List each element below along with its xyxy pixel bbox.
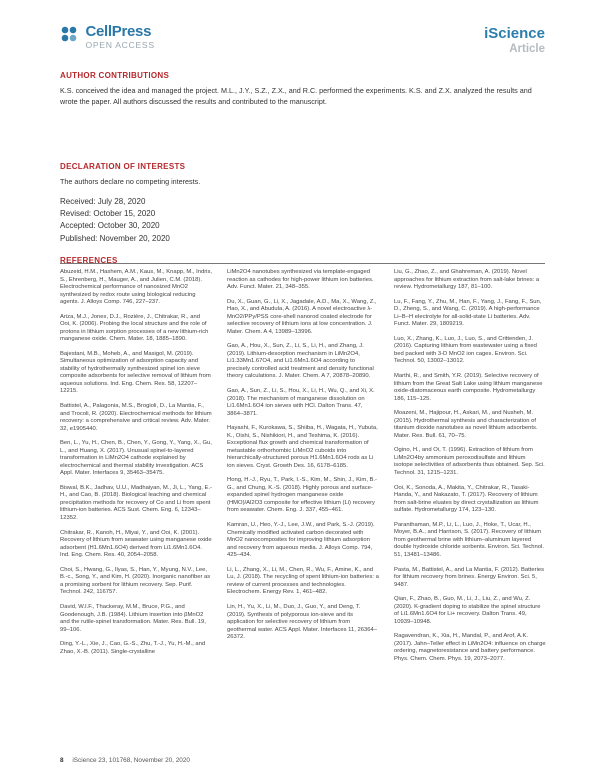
reference-entry[interactable]: Gao, A., Hou, X., Sun, Z., Li, S., Li, H., and Zhang, J. (2019). Lithium-desorption mechanism in LiMn2O4, Li1.33Mn1.67O4, and Li1.6Mn1.6O4 according to precisely controlled acid treatment and density functional theory calculations. J. Mater. Chem. A 7, 20878–20890.: [227, 343, 374, 380]
open-access-label: OPEN ACCESS: [85, 40, 155, 50]
reference-entry[interactable]: Gao, A., Sun, Z., Li, S., Hou, X., Li, H., Wu, Q., and Xi, X. (2018). The mechanism of manganese dissolution on Li1.6Mn1.6O4 ion sieves with HCl. Dalton Trans. 47, 3864–3871.: [227, 388, 375, 417]
revised-date: Revised: October 15, 2020: [60, 209, 156, 219]
reference-entry[interactable]: Ogino, H., and Oi, T. (1996). Extraction of lithium from LiMn2O4by ammonium peroxodisulfate and lithium isotope selectivities of adsorbents thus obtained. Sep. Sci. Technol. 31, 1215–1231.: [394, 447, 545, 476]
declaration-of-interests-section: [60, 162, 545, 188]
publisher-logo[interactable]: [60, 23, 155, 51]
reference-entry[interactable]: Abuzeid, H.M., Hashem, A.M., Kaus, M., Knapp, M., Indris, S., Ehrenberg, H., Mauger, A., and Julien, C.M. (2018). Electrochemical performance of nanosized MnO2 synthesized by redox route using biological reducing agents. J. Alloys Comp. 746, 227–237.: [60, 269, 212, 305]
reference-entry[interactable]: David, W.I.F., Thackeray, M.M., Bruce, P.G., and Goodenough, J.B. (1984). Lithium insertion into βMnO2 and the rutile-spinel transformation. Mater. Res. Bull. 19, 99–106.: [60, 604, 206, 633]
reference-entry[interactable]: Liu, G., Zhao, Z., and Ghahreman, A. (2019). Novel approaches for lithium extraction from salt-lake brines: a review. Hydrometallurgy 187, 81–100.: [394, 269, 540, 290]
reference-entry[interactable]: Kamran, U., Heo, Y.-J., Lee, J.W., and Park, S.-J. (2019). Chemically modified activated carbon decorated with MnO2 nanocomposites for improving lithium adsorption and recovery from aqueous media. J. Alloys Comp. 794, 425–434.: [227, 522, 375, 559]
article-type: Article: [509, 43, 545, 55]
journal-citation[interactable]: iScience 23, 101768, November 20, 2020: [72, 757, 190, 764]
reference-entry[interactable]: Battistel, A., Palagonia, M.S., Brogioli, D., La Mantia, F., and Trocoli, R. (2020). Electrochemical methods for lithium recovery: a comprehensive and critical review. Adv. Mater. 32, e1905440.: [60, 403, 212, 432]
references-column-1: [60, 269, 212, 663]
reference-entry[interactable]: Lin, H., Yu, X., Li, M., Duo, J., Guo, Y., and Deng, T. (2019). Synthesis of polyporous ion-sieve and its application for selective recovery of lithium from geothermal water. ACS Appl. Mater. Interfaces 11, 26364–26372.: [227, 604, 377, 640]
page-footer: [60, 757, 190, 764]
reference-entry[interactable]: Ooi, K., Sonoda, A., Makita, Y., Chitrakar, R., Tasaki-Handa, Y., and Nakazato, T. (2017). Recovery of lithium from salt-brine eluates by direct crystallization as lithium sulfate. Hydrometallurgy 174, 123–130.: [394, 484, 539, 514]
cellpress-logo-icon: [60, 25, 78, 43]
reference-entry[interactable]: Qian, F., Zhao, B., Guo, M., Li, J., Liu, Z., and Wu, Z. (2020). K-gradient doping to stabilize the spinel structure of Li1.6Mn1.6O4 for Li+ recovery. Dalton Trans. 49, 10939–10948.: [394, 596, 541, 625]
references-divider: [60, 263, 545, 264]
published-date: Published: November 20, 2020: [60, 233, 170, 243]
references-heading: REFERENCES: [60, 256, 118, 265]
reference-entry[interactable]: Hayashi, F., Kurokawa, S., Shiiba, H., Wagata, H., Yubuta, K., Oishi, S., Nishikiori, H., and Teshima, K. (2016). Exceptional flux growth and chemical transformation of metastable orthorhombic LiMnO2 cuboids into hierarchically-structured porous H1.6Mn1.6O4 rods as Li ion sieves. Cryst. Growth Des. 16, 6178–6185.: [227, 425, 378, 469]
reference-entry[interactable]: Pasta, M., Battistel, A., and La Mantia, F. (2012). Batteries for lithium recovery from brines. Energy Environ. Sci. 5, 9487.: [394, 566, 545, 588]
article-dates: [60, 196, 170, 245]
page-number: 8: [60, 757, 64, 764]
reference-entry[interactable]: Li, L., Zhang, X., Li, M., Chen, R., Wu, F., Amine, K., and Lu, J. (2018). The recycling of spent lithium-ion batteries: a review of current processes and technologies. Electrochem. Energy Rev. 1, 461–482.: [227, 566, 379, 596]
reference-entry[interactable]: Ragavendran, K., Xia, H., Mandal, P., and Arof, A.K. (2017). Jahn–Teller effect in LiMn2O4: influence on charge ordering, magnetoresistance and battery performance. Phys. Chem. Chem. Phys. 19, 2073–2077.: [394, 633, 546, 662]
page-header: [0, 23, 603, 63]
reference-entry[interactable]: Chitrakar, R., Kanoh, H., Miyai, Y., and Ooi, K. (2001). Recovery of lithium from seawater using manganese oxide adsorbent (H1.6Mn1.6O4) derived from Li1.6Mn1.6O4. Ind. Eng. Chem. Res. 40, 2054–2058.: [60, 529, 212, 559]
reference-entry[interactable]: Lu, F., Fang, Y., Zhu, M., Han, F., Yang, J., Fang, F., Sun, D., Zheng, S., and Wang, C. (2019). A high-performance Li–B–H electrolyte for all-solid-state Li batteries. Adv. Funct. Mater. 29, 1809219.: [394, 298, 542, 328]
reference-entry[interactable]: Ding, Y.-L., Xie, J., Cao, G.-S., Zhu, T.-J., Yu, H.-M., and Zhao, X.-B. (2011). Single-crystalline: [60, 641, 206, 655]
received-date: Received: July 28, 2020: [60, 197, 146, 206]
references-column-3: [394, 269, 546, 671]
reference-entry[interactable]: Moazeni, M., Hajipour, H., Askari, M., and Nusheh, M. (2015). Hydrothermal synthesis and characterization of titanium dioxide nanotubes as novel lithium adsorbents. Mater. Res. Bull. 61, 70–75.: [394, 410, 538, 439]
section-heading: AUTHOR CONTRIBUTIONS: [60, 71, 170, 80]
reference-entry[interactable]: Marthi, R., and Smith, Y.R. (2019). Selective recovery of lithium from the Great Salt Lake using lithium manganese oxide-diatomaceous earth composite. Hydrometallurgy 186, 115–125.: [394, 373, 543, 402]
section-heading: DECLARATION OF INTERESTS: [60, 162, 186, 171]
reference-entry[interactable]: Du, X., Guan, G., Li, X., Jagadale, A.D., Ma, X., Wang, Z., Hao, X., and Abudula, A. (2016). A novel electroactive λ-MnO2/PPy/PSS core-shell nanorod coated electrode for selective recovery of lithium ions at low concentration. J. Mater. Chem. A 4, 13989–13996.: [227, 298, 377, 335]
journal-brand: [484, 25, 545, 56]
reference-entry[interactable]: Ben, L., Yu, H., Chen, B., Chen, Y., Gong, Y., Yang, X., Gu, L., and Huang, X. (2017). Unusual spinel-to-layered transformation in LiMn2O4 cathode explained by electrochemical and thermal stability investigation. ACS Appl. Mater. Interfaces 9, 35463–35475.: [60, 440, 212, 477]
author-contributions-section: [60, 71, 545, 107]
publisher-name: CellPress: [85, 23, 152, 40]
reference-entry[interactable]: Choi, S., Hwang, G., Ilyas, S., Han, Y., Myung, N.V., Lee, B.-c., Song, Y., and Kim, H. (2020). Inorganic nanofiber as a promising sorbent for lithium recovery. Sep. Purif. Technol. 242, 116757.: [60, 566, 211, 596]
journal-name: iScience: [484, 25, 545, 42]
section-paragraph: K.S. conceived the idea and managed the project. M.L., J.Y., S.Z., Z.X., and R.C. performed the experiments. K.S. and Z.X. analyzed the results and wrote the paper. All authors discussed the results and contributed to the manuscript.: [60, 86, 532, 106]
reference-entry[interactable]: Hong, H.-J., Ryu, T., Park, I.-S., Kim, M., Shin, J., Kim, B.-G., and Chung, K.-S. (2018). Highly porous and surface-expanded spinel hydrogen manganese oxide (HMO)/Al2O3 composite for effective lithium (Li) recovery from seawater. Chem. Eng. J. 337, 455–461.: [227, 477, 377, 514]
references-column-2: [227, 269, 379, 649]
reference-entry[interactable]: LiMn2O4 nanotubes synthesized via template-engaged reaction as cathodes for high-power lithium ion batteries. Adv. Funct. Mater. 21, 348–355.: [227, 269, 374, 290]
reference-entry[interactable]: Ariza, M.J., Jones, D.J., Rozière, J., Chitrakar, R., and Ooi, K. (2006). Probing the local structure and the role of protons in lithium sorption processes of a new lithium-rich manganese oxide. Chem. Mater. 18, 1885–1890.: [60, 313, 209, 343]
reference-entry[interactable]: Luo, X., Zhang, K., Luo, J., Luo, S., and Crittenden, J. (2016). Capturing lithium from wastewater using a fixed bed packed with 3-D MnO2 ion cages. Environ. Sci. Technol. 50, 13002–13012.: [394, 335, 537, 365]
accepted-date: Accepted: October 30, 2020: [60, 221, 160, 231]
reference-entry[interactable]: Biswal, B.K., Jadhav, U.U., Madhaiyan, M., Ji, L., Yang, E.-H., and Cao, B. (2018). Biological leaching and chemical precipitation methods for recovery of Co and Li from spent lithium-ion batteries. ACS Sust. Chem. Eng. 6, 12343–12352.: [60, 484, 212, 521]
section-paragraph: The authors declare no competing interests.: [60, 177, 201, 186]
reference-entry[interactable]: Paranthaman, M.P., Li, L., Luo, J., Hoke, T., Ucar, H., Moyer, B.A., and Harrison, S. (2017). Recovery of lithium from geothermal brine with lithium–aluminum layered double hydroxide chloride sorbents. Environ. Sci. Technol. 51, 13481–13486.: [394, 521, 544, 558]
reference-entry[interactable]: Bajestani, M.B., Moheb, A., and Masigol, M. (2019). Simultaneous optimization of adsorption capacity and stability of hydrothermally synthesized spinel ion sieve composite adsorbents for selective removal of lithium from aqueous solutions. Ind. Eng. Chem. Res. 58, 12207–12215.: [60, 350, 211, 395]
